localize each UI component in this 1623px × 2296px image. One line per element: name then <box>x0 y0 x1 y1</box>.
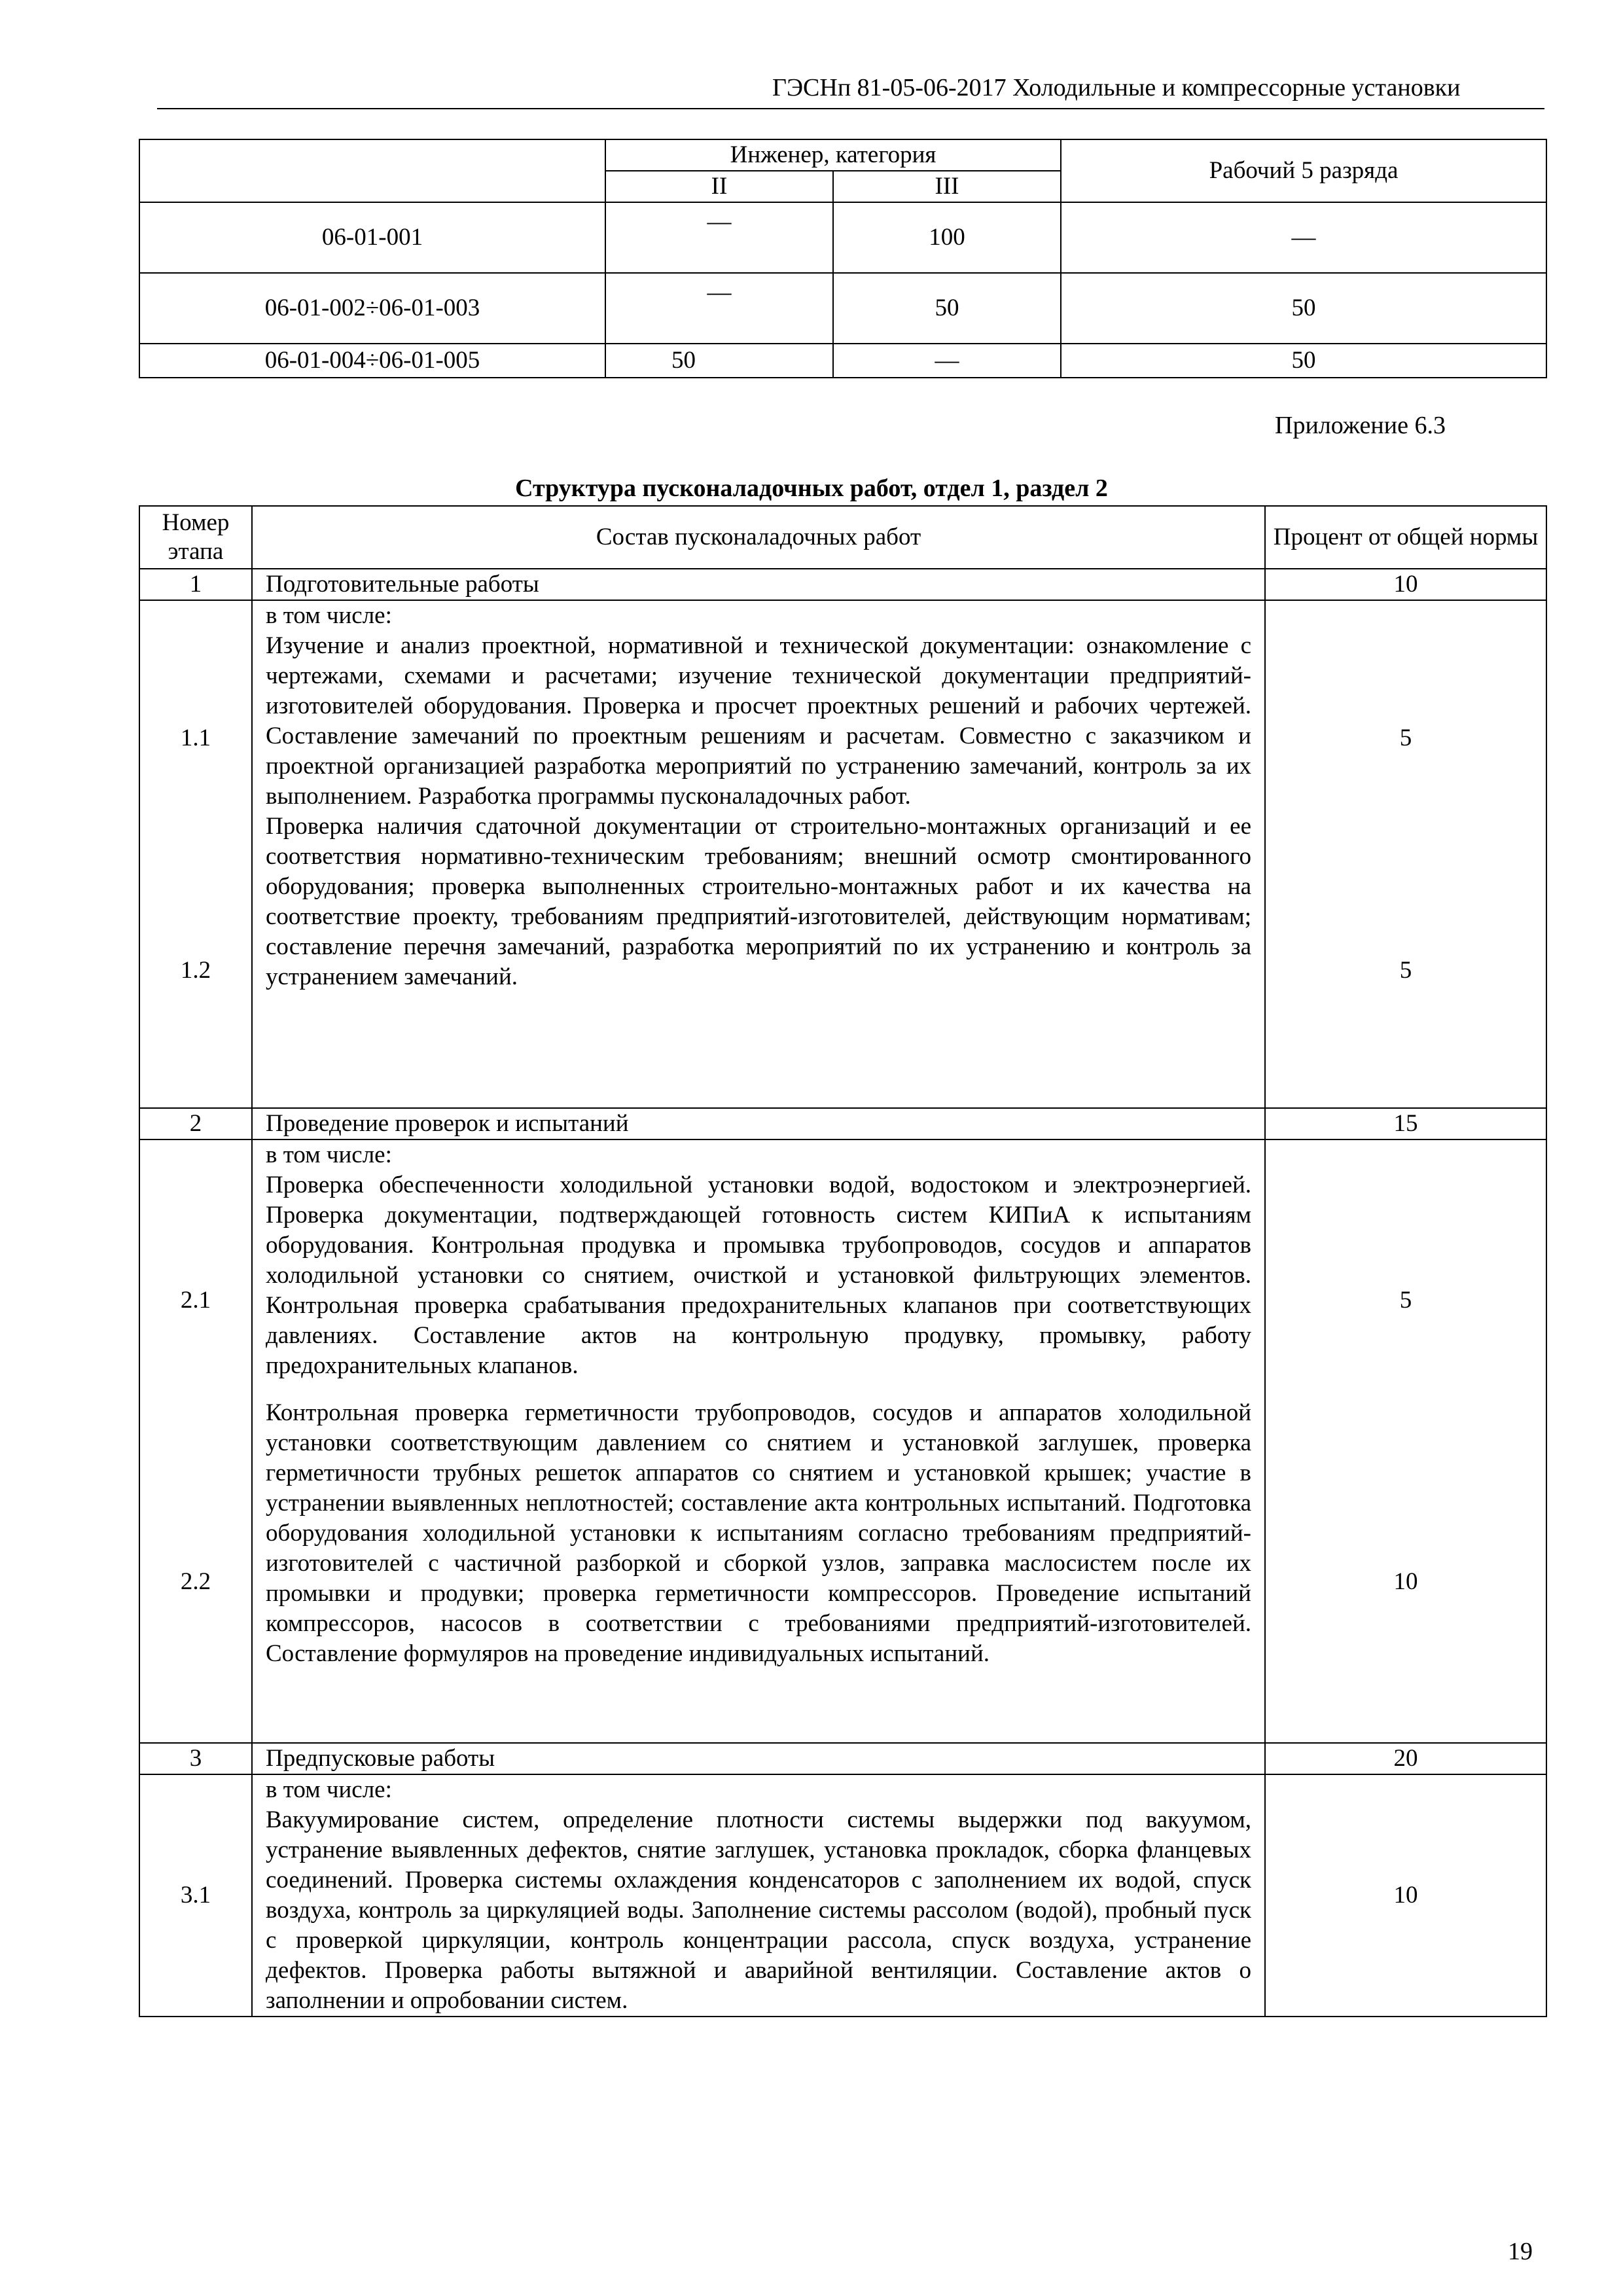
cat3-cell: 100 <box>833 202 1061 273</box>
header-rule <box>157 108 1544 109</box>
page-number: 19 <box>1508 2238 1533 2265</box>
structure-table <box>139 505 1547 2017</box>
stage-number <box>139 600 252 1108</box>
stage-description <box>252 600 1265 1108</box>
engineer-category-header: Инженер, категория <box>605 139 1061 171</box>
code-cell: 06-01-001 <box>139 202 605 273</box>
cat3-cell: — <box>833 344 1061 378</box>
table-row <box>139 1108 1546 1139</box>
worker-cell: — <box>1061 202 1546 273</box>
running-header: ГЭСНп 81-05-06-2017 Холодильные и компрессорные установки <box>772 74 1461 101</box>
in-that-number-label: в том числе: <box>266 1141 392 1168</box>
table-row <box>139 569 1546 600</box>
substage-percent: 5 <box>1399 724 1412 751</box>
appendix-label: Приложение 6.3 <box>1275 412 1446 439</box>
table-row <box>139 273 1546 344</box>
stage-title: Подготовительные работы <box>252 569 1265 600</box>
cat3-cell: 50 <box>833 273 1061 344</box>
substage-percent: 10 <box>1393 1568 1418 1595</box>
substage-text: Контрольная проверка герметичности трубопроводов, сосудов и аппаратов холодильной установки соответствующим давлением со снятием и установкой заглушек, проверка герметичности трубных решеток аппаратов со снятием и установкой крышек; участие в устранении выявленных неплотностей; составление акта контрольных испытаний. Подготовка оборудования холодильной установки к испытаниям согласно требованиям предприятий-изготовителей с частичной разборкой и сборкой узлов, заправка маслосистем после их промывки и продувки; проверка герметичности компрессоров. Проведение испытаний компрессоров, насосов в соответствии с требованиями предприятий-изготовителей. Составление формуляров на проведение индивидуальных испытаний. <box>266 1399 1251 1667</box>
stage-description <box>252 1774 1265 2017</box>
in-that-number-label: в том числе: <box>266 1776 392 1803</box>
column-header-number: Номер этапа <box>139 506 252 569</box>
table-row <box>139 1743 1546 1774</box>
substage-number: 2.2 <box>180 1568 211 1595</box>
substage-number: 3.1 <box>139 1774 252 2017</box>
stage-number: 1 <box>139 569 252 600</box>
table-row <box>139 1139 1546 1743</box>
worker-header: Рабочий 5 разряда <box>1061 139 1546 202</box>
column-header-percent: Процент от общей нормы <box>1265 506 1546 569</box>
table-row <box>139 600 1546 1108</box>
substage-text: Проверка обеспеченности холодильной установки водой, водостоком и электроэнергией. Проверка документации, подтверждающей готовность систем КИПиА к испытаниям оборудования. Контрольная продувка и промывка трубопроводов, сосудов и аппаратов холодильной установки со снятием, очисткой и установкой фильтрующих элементов. Контрольная проверка срабатывания предохранительных клапанов при соответствующих давлениях. Составление актов на контрольную продувку, промывку, работу предохранительных клапанов. <box>266 1172 1251 1379</box>
stage-number: 3 <box>139 1743 252 1774</box>
substage-text: Проверка наличия сдаточной документации от строительно-монтажных организаций и ее соответствия нормативно-техническим требованиям; внешний осмотр смонтированного оборудования; проверка выполненных строительно-монтажных работ и их качества на соответствие проекту, требованиям предприятий-изготовителей, действующим нормативам; составление перечня замечаний, разработка мероприятий по их устранению и контроль за устранением замечаний. <box>266 813 1251 990</box>
substage-text: Изучение и анализ проектной, нормативной и технической документации: ознакомление с чертежами, схемами и расчетами; изучение технической документации предприятий-изготовителей оборудования. Проверка и просчет проектных решений и рабочих чертежей. Составление замечаний по проектным решениям и расчетам. Совместно с заказчиком и проектной организацией разработка мероприятий по устранению замечаний, контроль за их выполнением. Разработка программы пусконаладочных работ. <box>266 632 1251 810</box>
category-2-header: II <box>605 171 833 202</box>
substage-text: Вакуумирование систем, определение плотности системы выдержки под вакуумом, устранение выявленных дефектов, снятие заглушек, установка прокладок, сборка фланцевых соединений. Проверка системы охлаждения конденсаторов с заполнением их водой, спуск воздуха, контроль за циркуляцией воды. Заполнение системы рассолом (водой), пробный пуск с проверкой циркуляции, контроль концентрации рассола, спуск воздуха, устранение дефектов. Проверка работы вытяжной и аварийной вентиляции. Составление актов о заполнении и опробовании систем. <box>266 1806 1251 2014</box>
substage-percent: 10 <box>1265 1774 1546 2017</box>
stage-percent: 20 <box>1265 1743 1546 1774</box>
stage-percent <box>1265 1139 1546 1743</box>
in-that-number-label: в том числе: <box>266 602 392 629</box>
substage-number: 1.1 <box>180 724 211 751</box>
substage-number: 1.2 <box>180 956 211 984</box>
code-cell: 06-01-002÷06-01-003 <box>139 273 605 344</box>
substage-percent: 5 <box>1399 956 1412 984</box>
stage-title: Проведение проверок и испытаний <box>252 1108 1265 1139</box>
substage-number: 2.1 <box>180 1287 211 1314</box>
stage-percent: 15 <box>1265 1108 1546 1139</box>
stage-title: Предпусковые работы <box>252 1743 1265 1774</box>
table-row <box>139 344 1546 378</box>
category-3-header: III <box>833 171 1061 202</box>
cat2-cell: — <box>605 202 833 273</box>
stage-description <box>252 1139 1265 1743</box>
cat2-cell: — <box>605 273 833 344</box>
cat2-cell: 50 <box>605 344 833 378</box>
staff-header-empty <box>139 139 605 202</box>
table-row <box>139 1774 1546 2017</box>
code-cell: 06-01-004÷06-01-005 <box>139 344 605 378</box>
worker-cell: 50 <box>1061 344 1546 378</box>
table-row <box>139 202 1546 273</box>
stage-number <box>139 1139 252 1743</box>
stage-number: 2 <box>139 1108 252 1139</box>
staff-table <box>139 139 1547 378</box>
substage-percent: 5 <box>1399 1287 1412 1314</box>
stage-percent <box>1265 600 1546 1108</box>
stage-percent: 10 <box>1265 569 1546 600</box>
column-header-work: Состав пусконаладочных работ <box>252 506 1265 569</box>
worker-cell: 50 <box>1061 273 1546 344</box>
table-title: Структура пусконаладочных работ, отдел 1, раздел 2 <box>515 475 1108 502</box>
